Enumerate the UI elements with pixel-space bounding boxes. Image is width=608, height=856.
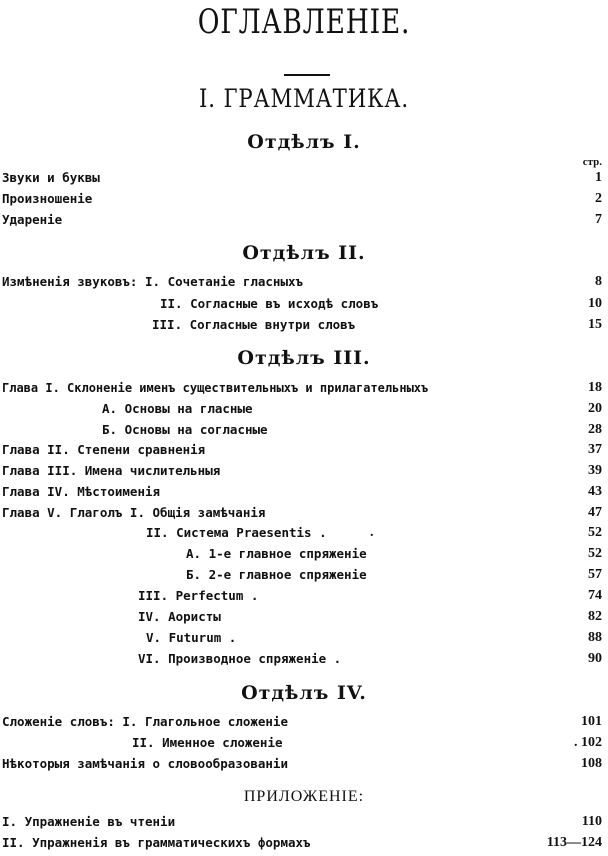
toc-entry-page: 15 — [588, 317, 602, 332]
toc-entry-label: Глава V. Глаголъ I. Общiя замѣчанiя — [2, 505, 266, 520]
section-title-1: Отдѣлъ I. — [247, 131, 361, 153]
toc-entry-page: 52 — [588, 546, 602, 561]
toc-entry — [2, 189, 602, 209]
toc-entry-page: 74 — [588, 588, 602, 603]
toc-entry-page: 90 — [588, 651, 602, 666]
toc-entry-label: Б. 2-е главное спряженiе — [186, 567, 367, 582]
toc-entry-page: 101 — [581, 714, 602, 729]
title-rule — [284, 74, 330, 76]
toc-entry-label: Ударенiе — [2, 212, 63, 227]
toc-entry — [2, 565, 602, 585]
toc-entry — [2, 733, 602, 753]
toc-entry-page: 47 — [588, 505, 602, 520]
toc-entry-page: 18 — [588, 380, 602, 395]
toc-entry-page: 113—124 — [546, 835, 602, 850]
toc-entry — [2, 399, 602, 419]
toc-entry-page: 28 — [588, 422, 602, 437]
toc-entry-page: . 102 — [574, 735, 602, 750]
toc-entry — [2, 440, 602, 460]
toc-entry-label: Глава II. Степени сравненiя — [2, 442, 206, 457]
toc-entry — [2, 378, 602, 398]
toc-entry-page: 110 — [581, 814, 602, 829]
stray-dot: . — [370, 525, 374, 540]
toc-entry — [2, 168, 602, 188]
toc-entry-label: Измѣненiя звуковъ: I. Сочетанiе гласныхъ — [2, 274, 304, 289]
toc-entry-page: 57 — [588, 567, 602, 582]
toc-entry — [2, 482, 602, 502]
toc-entry-page: 20 — [588, 401, 602, 416]
section-title-3: Отдѣлъ III. — [237, 347, 371, 369]
toc-entry — [2, 712, 602, 732]
section-title-4: Отдѣлъ IV. — [241, 682, 367, 704]
toc-entry-label: II. Упражненiя въ грамматическихъ формахъ — [2, 835, 311, 850]
toc-entry — [2, 272, 602, 292]
toc-entry — [2, 833, 602, 853]
toc-entry-label: А. Основы на гласные — [102, 401, 253, 416]
toc-entry-page: 7 — [595, 212, 602, 227]
toc-entry-page: 1 — [595, 170, 602, 185]
toc-entry-page: 2 — [595, 191, 602, 206]
toc-entry-label: Глава I. Склоненiе именъ существительныхъ и прилагательныхъ — [2, 381, 429, 395]
toc-entry-page: 82 — [588, 609, 602, 624]
toc-entry-label: II. Система Praesentis . — [146, 525, 327, 540]
toc-entry — [2, 420, 602, 440]
toc-entry-label: II. Именное сложенiе — [132, 735, 283, 750]
toc-entry — [2, 628, 602, 648]
toc-entry-label: Сложенiе словъ: I. Глагольное сложенiе — [2, 714, 288, 729]
toc-entry-label: V. Futurum . — [146, 630, 237, 645]
part-title: I. ГРАММАТИКА. — [199, 84, 409, 113]
appendix-title: ПРИЛОЖЕНIЕ: — [243, 788, 365, 805]
page-title: ОГЛАВЛЕНIЕ. — [197, 2, 411, 42]
toc-entry — [2, 586, 602, 606]
toc-entry-page: 37 — [588, 442, 602, 457]
toc-entry-label: II. Согласные въ исходѣ словъ — [160, 296, 379, 311]
toc-entry — [2, 607, 602, 627]
toc-entry-label: III. Perfectum . — [138, 588, 259, 603]
toc-entry-label: IV. Аористы — [138, 609, 221, 624]
toc-entry-label: Б. Основы на согласные — [102, 422, 268, 437]
toc-entry — [2, 649, 602, 669]
toc-entry-page: 39 — [588, 463, 602, 478]
toc-entry — [2, 812, 602, 832]
toc-entry — [2, 503, 602, 523]
toc-entry-page: 8 — [595, 274, 602, 289]
toc-entry-label: VI. Производное спряженiе . — [138, 651, 342, 666]
toc-entry-page: 10 — [588, 296, 602, 311]
page-column-header: стр. — [582, 156, 602, 168]
toc-entry-page: 43 — [588, 484, 602, 499]
toc-entry-label: I. Упражненiе въ чтенiи — [2, 814, 176, 829]
toc-entry — [2, 315, 602, 335]
toc-entry — [2, 210, 602, 230]
toc-entry-label: Глава IV. Мѣстоименiя — [2, 484, 161, 499]
toc-entry — [2, 294, 602, 314]
toc-entry — [2, 544, 602, 564]
toc-entry-label: Нѣкоторыя замѣчанiя о словообразованiи — [2, 756, 288, 771]
toc-entry-label: Звуки и буквы — [2, 170, 100, 185]
toc-entry-label: А. 1-е главное спряженiе — [186, 546, 367, 561]
toc-entry-page: 52 — [588, 525, 602, 540]
toc-entry-page: 108 — [581, 756, 602, 771]
toc-entry-label: Глава III. Имена числительныя — [2, 463, 221, 478]
toc-entry — [2, 461, 602, 481]
toc-entry — [2, 523, 602, 543]
toc-entry-page: 88 — [588, 630, 602, 645]
toc-entry — [2, 754, 602, 774]
toc-entry-label: Произношенiе — [2, 191, 93, 206]
section-title-2: Отдѣлъ II. — [242, 242, 366, 264]
toc-entry-label: III. Согласные внутри словъ — [152, 317, 356, 332]
